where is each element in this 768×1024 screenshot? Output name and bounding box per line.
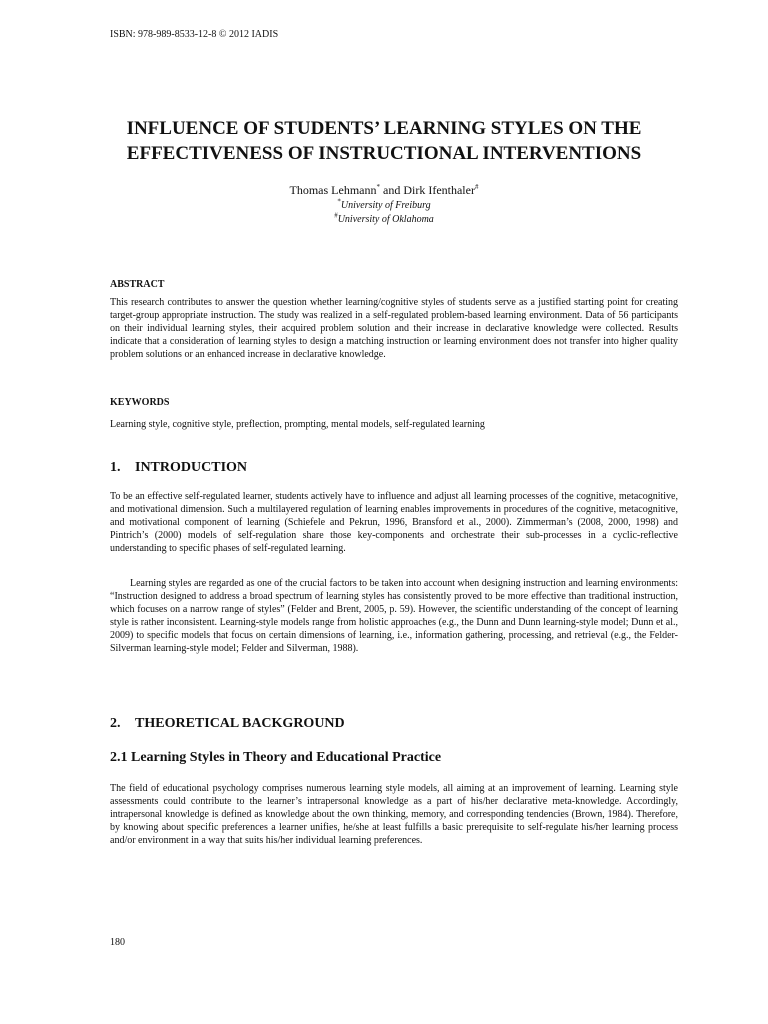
theory-paragraph-1: The field of educational psychology comprises numerous learning style models, all aiming at an improvement of learning. Learning style assessments could contribute to the learner’s intrapersonal knowledge as a part of his/her declarative meta-knowledge. Accordingly, intrapersonal knowledge is defined as knowledge about the own thinking, memory, and corresponding tendencies (Brown, 1984). Therefore, by knowing about specific preferences a learner unifies, he/she at least fulfills a basic prerequisite to self-regulate his/her learning process and/or environment in a way that suits his/her individual learning preferences. — [110, 783, 678, 846]
author-line — [0, 183, 768, 198]
paper-title: INFLUENCE OF STUDENTS’ LEARNING STYLES ON THE EFFECTIVENESS OF INSTRUCTIONAL INTERVENTIONS — [126, 118, 642, 164]
keywords-text: Learning style, cognitive style, preflection, prompting, mental models, self-regulated learning — [110, 419, 485, 430]
intro-heading — [110, 460, 247, 476]
isbn-header: ISBN: 978-989-8533-12-8 © 2012 IADIS — [110, 29, 279, 40]
intro-paragraph-2: Learning styles are regarded as one of the crucial factors to be taken into account when designing instruction and learning environments: “Instruction designed to address a broad spectrum of learning styles has consistently proved to be more effective than traditional instruction, which focuses on a narrow range of styles” (Felder and Brent, 2005, p. 59). However, the scientific understanding of the concept of learning style is rather inconsistent. Learning-style models range from holistic approaches (e.g., the Dunn and Dunn learning-style model; Dunn et al., 2009) to specific models that focus on certain dimensions of learning, i.e., information gathering, processing, and retrieval (e.g., the Felder-Silverman learning-style model; Felder and Silverman, 1988). — [110, 578, 678, 654]
intro-paragraph-1: To be an effective self-regulated learner, students actively have to influence and adjust all learning processes of the cognitive, metacognitive, and motivational dimension. Such a multilayered regulation of learning enables improvements in procedures of the cognitive, metacognitive, and motivational component of learning (Schiefele and Pekrun, 1996, Bransford et al., 2000). Zimmerman’s (2008, 2000, 1998) and Pintrich’s (2000) models of self-regulation share those key-components and orchestrate their sub-processes in a cyclic-reflective understanding to specific phases of self-regulated learning. — [110, 491, 678, 554]
keywords-label: KEYWORDS — [110, 397, 170, 408]
intro-title: INTRODUCTION — [135, 460, 248, 475]
author-2: Dirk Ifenthaler — [403, 183, 475, 197]
intro-number: 1. — [110, 460, 121, 475]
theory-subheading: 2.1 Learning Styles in Theory and Educational Practice — [110, 750, 442, 765]
author-1: Thomas Lehmann — [289, 183, 377, 197]
affiliation-2-text: University of Oklahoma — [337, 214, 434, 225]
affiliation-1 — [0, 197, 768, 211]
theory-title: THEORETICAL BACKGROUND — [135, 716, 345, 731]
affiliation-1-text: University of Freiburg — [340, 200, 431, 211]
theory-number: 2. — [110, 716, 121, 731]
theory-heading — [110, 716, 345, 732]
affiliation-2 — [0, 211, 768, 225]
abstract-label: ABSTRACT — [110, 279, 165, 290]
author-2-mark: # — [474, 183, 479, 191]
page-number: 180 — [110, 937, 125, 948]
affiliation-1-mark: * — [337, 197, 341, 206]
author-1-mark: * — [376, 183, 380, 191]
author-joiner: and — [380, 183, 404, 197]
affiliation-2-mark: # — [334, 211, 338, 220]
abstract-text: This research contributes to answer the question whether learning/cognitive styles of students serve as a justified starting point for creating target-group appropriate instruction. The study was realized in a self-regulated problem-based learning environment. Data of 56 participants on their individual learning styles, their acquired problem solution and their increase in declarative knowledge were collected. Results indicate that a consideration of learning styles to design a matching instruction or learning environment does not transfer into higher quality problem solutions or an enhanced increase in declarative knowledge. — [110, 297, 678, 360]
